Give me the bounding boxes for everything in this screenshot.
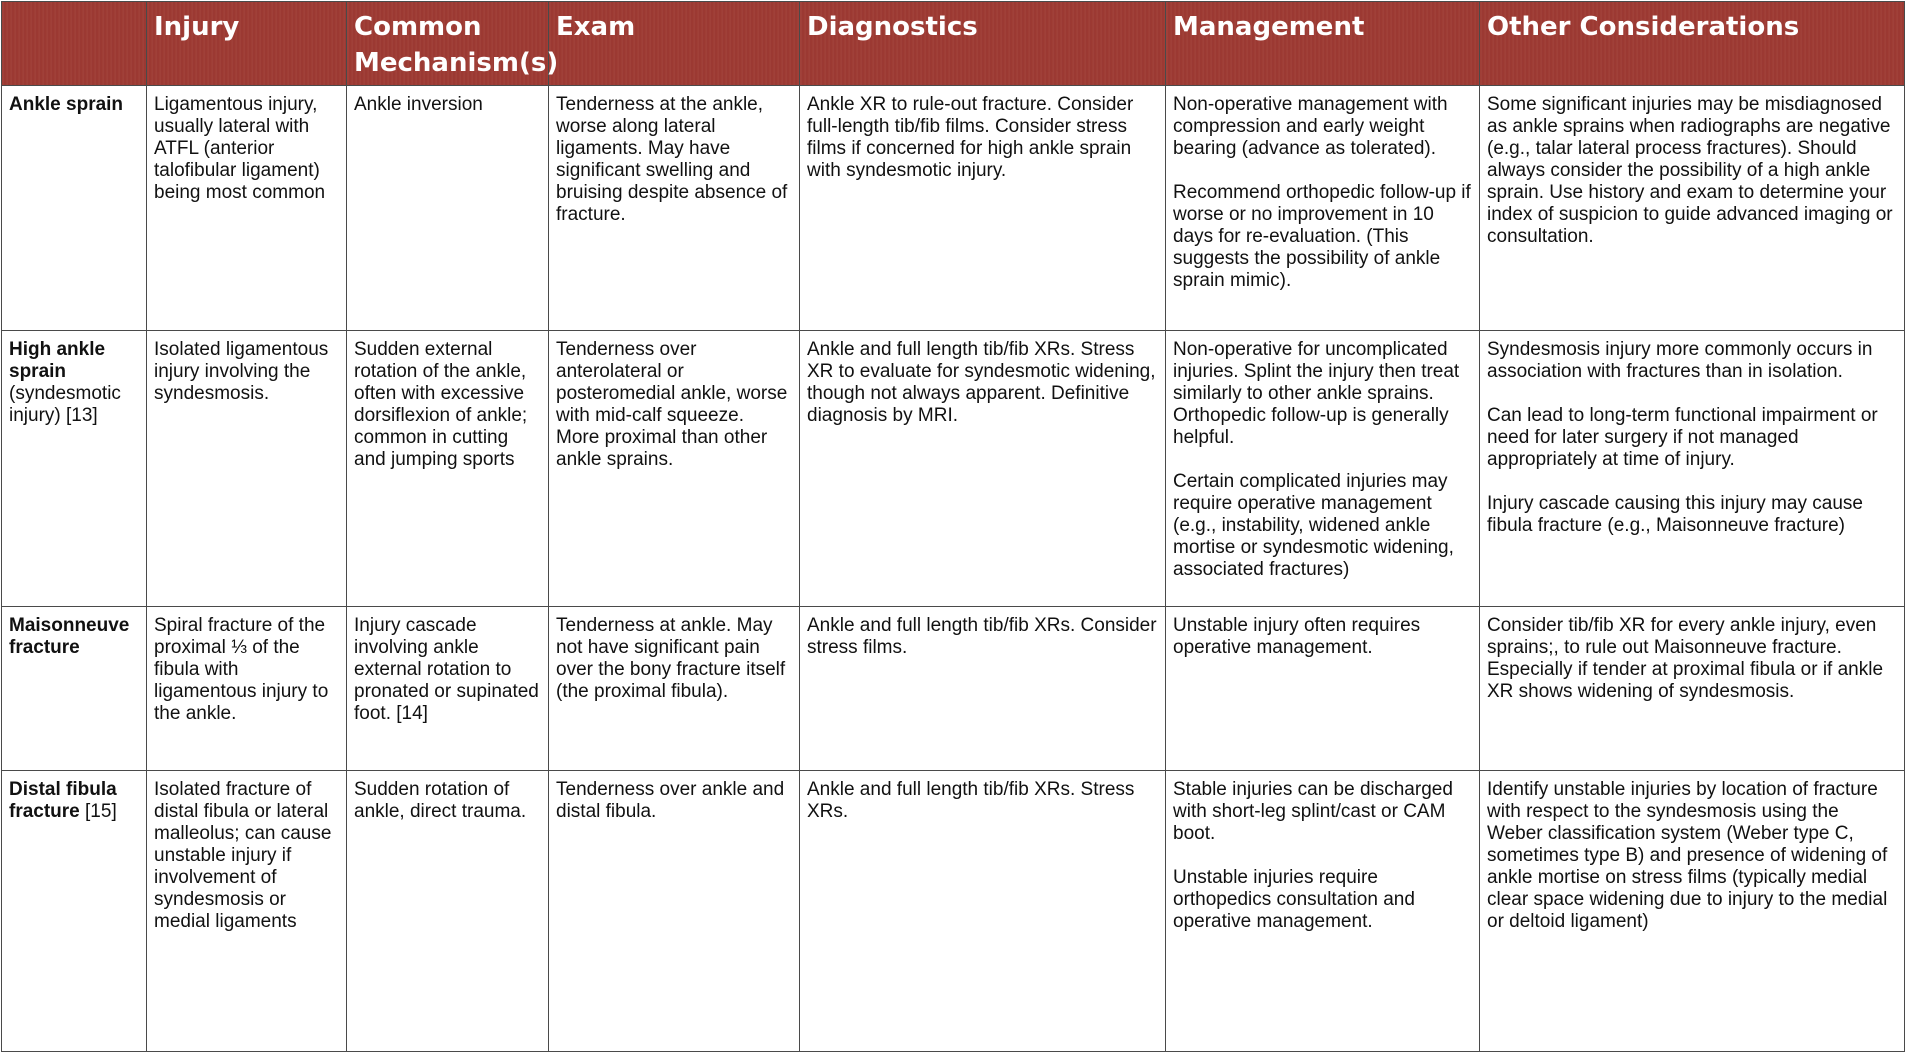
cell-paragraph: Sudden rotation of ankle, direct trauma. [354,779,527,822]
cell-injury [147,86,347,331]
cell-paragraph: Ankle inversion [354,94,483,115]
cell-paragraph: Ankle and full length tib/fib XRs. Consider stress films. [807,615,1157,658]
cell-paragraph: Certain complicated injuries may require operative management (e.g., instability, widened ankle mortise or syndesmotic widening, associated fractures) [1173,471,1454,580]
cell-diagnostics [800,86,1166,331]
cell-paragraph: Stable injuries can be discharged with short-leg splint/cast or CAM boot. [1173,779,1453,844]
cell-paragraph: Ankle and full length tib/fib XRs. Stress XRs. [807,779,1135,822]
cell-exam [549,86,800,331]
condition-name: Maisonneuve fracture [9,615,130,658]
cell-exam [549,607,800,771]
cell-diagnostics [800,331,1166,607]
cell-other-considerations [1480,331,1905,607]
cell-paragraph: Unstable injury often requires operative management. [1173,615,1421,658]
ankle-injury-table [1,1,1905,1052]
cell-paragraph: Tenderness at ankle. May not have significant pain over the bony fracture itself (the proximal fibula). [556,615,786,702]
cell-mechanism [347,331,549,607]
table-row [2,86,1905,331]
cell-condition [2,771,147,1052]
table-container [1,1,1904,1052]
cell-paragraph: Tenderness over anterolateral or posteromedial ankle, worse with mid-calf squeeze. More proximal than other ankle sprains. [556,339,788,470]
cell-condition [2,607,147,771]
cell-condition [2,331,147,607]
cell-paragraph: Isolated fracture of distal fibula or lateral malleolus; can cause unstable injury if involvement of syndesmosis or medial ligaments [154,779,332,932]
cell-injury [147,771,347,1052]
cell-paragraph: Isolated ligamentous injury involving the syndesmosis. [154,339,329,404]
cell-management [1166,607,1480,771]
cell-paragraph: Ligamentous injury, usually lateral with ATFL (anterior talofibular ligament) being most common [154,94,326,203]
cell-paragraph: Ankle and full length tib/fib XRs. Stress XR to evaluate for syndesmotic widening, though not always apparent. Definitive diagnosis by MRI. [807,339,1156,426]
cell-other-considerations [1480,86,1905,331]
cell-mechanism [347,86,549,331]
cell-paragraph: Unstable injuries require orthopedics consultation and operative management. [1173,867,1415,932]
cell-exam [549,771,800,1052]
condition-name: Distal fibula fracture [9,779,117,822]
cell-paragraph: Sudden external rotation of the ankle, often with excessive dorsiflexion of ankle; common in cutting and jumping sports [354,339,528,470]
cell-diagnostics [800,771,1166,1052]
header-common-mechanisms: Common Mechanism(s) [347,2,549,86]
cell-paragraph: Recommend orthopedic follow-up if worse or no improvement in 10 days for re-evaluation. (This suggests the possibility of ankle sprain mimic). [1173,182,1471,291]
header-row [2,2,1905,86]
header-exam: Exam [549,2,800,86]
cell-paragraph: Syndesmosis injury more commonly occurs in association with fractures than in isolation. [1487,339,1873,382]
cell-diagnostics [800,607,1166,771]
table-row [2,607,1905,771]
condition-name: High ankle sprain [9,339,106,382]
cell-paragraph: Tenderness over ankle and distal fibula. [556,779,785,822]
cell-paragraph: Consider tib/fib XR for every ankle injury, even sprains;, to rule out Maisonneuve fracture. Especially if tender at proximal fibula or if ankle XR shows widening of syndesmosis. [1487,615,1884,702]
cell-paragraph: Identify unstable injuries by location of fracture with respect to the syndesmosis using the Weber classification system (Weber type C, sometimes type B) and presence of widening of ankle mortise on stress films (typically medial clear space widening due to injury to the medial or deltoid ligament) [1487,779,1888,932]
cell-injury [147,607,347,771]
header-blank [2,2,147,86]
cell-paragraph: Ankle XR to rule-out fracture. Consider full-length tib/fib films. Consider stress films if concerned for high ankle sprain with syndesmotic injury. [807,94,1134,181]
cell-management [1166,86,1480,331]
cell-paragraph: Non-operative for uncomplicated injuries. Splint the injury then treat similarly to other ankle sprains. Orthopedic follow-up is generally helpful. [1173,339,1460,448]
cell-paragraph: Injury cascade involving ankle external rotation to pronated or supinated foot. [14] [354,615,539,724]
cell-paragraph: Can lead to long-term functional impairment or need for later surgery if not managed appropriately at time of injury. [1487,405,1878,470]
cell-condition [2,86,147,331]
condition-note: [15] [85,801,117,822]
cell-paragraph: Non-operative management with compression and early weight bearing (advance as tolerated). [1173,94,1448,159]
table-row [2,771,1905,1052]
header-management: Management [1166,2,1480,86]
condition-name: Ankle sprain [9,94,124,115]
cell-management [1166,771,1480,1052]
header-diagnostics: Diagnostics [800,2,1166,86]
condition-note: (syndesmotic injury) [13] [9,383,121,426]
table-header [2,2,1905,86]
cell-paragraph: Spiral fracture of the proximal ⅓ of the fibula with ligamentous injury to the ankle. [154,615,329,724]
cell-other-considerations [1480,771,1905,1052]
table-row [2,331,1905,607]
cell-injury [147,331,347,607]
table-body [2,86,1905,1052]
cell-paragraph: Injury cascade causing this injury may cause fibula fracture (e.g., Maisonneuve fracture) [1487,493,1863,536]
header-injury: Injury [147,2,347,86]
cell-management [1166,331,1480,607]
cell-mechanism [347,771,549,1052]
cell-other-considerations [1480,607,1905,771]
cell-paragraph: Some significant injuries may be misdiagnosed as ankle sprains when radiographs are negative (e.g., talar lateral process fractures). Should always consider the possibility of a high ankle sprain. Use history and exam to determine your index of suspicion to guide advanced imaging or consultation. [1487,94,1893,247]
cell-mechanism [347,607,549,771]
header-other-considerations: Other Considerations [1480,2,1905,86]
cell-paragraph: Tenderness at the ankle, worse along lateral ligaments. May have significant swelling and bruising despite absence of fracture. [556,94,788,225]
cell-exam [549,331,800,607]
